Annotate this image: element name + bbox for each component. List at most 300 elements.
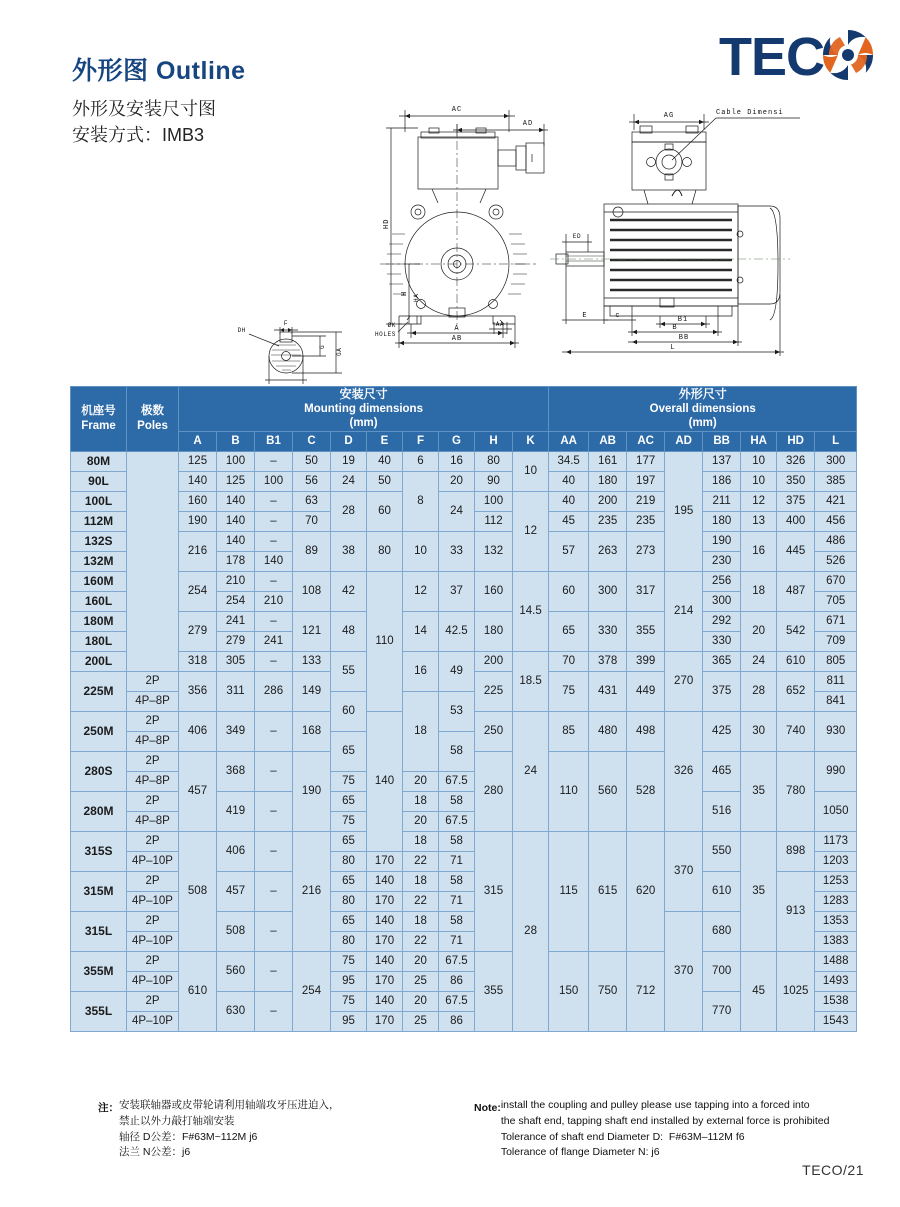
cell-e: 140: [367, 871, 403, 891]
col-group-overall-dimensions: 外形尺寸 Overall dimensions (mm): [549, 387, 857, 432]
footnote-chinese: [98, 1098, 478, 1161]
cell-f: 10: [403, 531, 439, 571]
col-header-e: E: [367, 431, 403, 451]
teco-logo-text: TEC: [719, 27, 824, 87]
cell-h: 225: [475, 671, 513, 711]
cell-f: 25: [403, 971, 439, 991]
cell-h: 200: [475, 651, 513, 671]
cell-h: 250: [475, 711, 513, 751]
cell-b1: 210: [255, 591, 293, 611]
cell-ad: 270: [665, 651, 703, 711]
col-header-ac: AC: [627, 431, 665, 451]
cell-f: 18: [403, 831, 439, 851]
cell-poles: 4P–8P: [127, 731, 179, 751]
cell-d: 80: [331, 931, 367, 951]
footnote-english-body: [501, 1098, 830, 1161]
cell-ha: 18: [741, 571, 777, 611]
cell-ha: 10: [741, 451, 777, 471]
col-header-bb: BB: [703, 431, 741, 451]
cell-ab: 480: [589, 711, 627, 751]
cell-d: 38: [331, 531, 367, 571]
cell-b1: 140: [255, 551, 293, 571]
cell-frame: 160L: [71, 591, 127, 611]
cell-l: 705: [815, 591, 857, 611]
cell-poles: 2P: [127, 711, 179, 731]
cell-f: 14: [403, 611, 439, 651]
cell-ad: 370: [665, 911, 703, 1031]
teco-logo: [719, 26, 878, 88]
cell-frame: 355M: [71, 951, 127, 991]
cell-a: 279: [179, 611, 217, 651]
cell-h: 90: [475, 471, 513, 491]
cell-poles: 2P: [127, 751, 179, 771]
table-row: [71, 951, 857, 971]
cell-f: 16: [403, 651, 439, 691]
svg-text:AC: AC: [451, 106, 463, 114]
cell-l: 1050: [815, 791, 857, 831]
cell-f: 18: [403, 871, 439, 891]
cell-hd: 375: [777, 491, 815, 511]
cell-b1: –: [255, 651, 293, 671]
cell-hd: 350: [777, 471, 815, 491]
cell-b: 100: [217, 451, 255, 471]
cell-bb: 516: [703, 791, 741, 831]
cell-l: 841: [815, 691, 857, 711]
table-row: [71, 451, 857, 471]
col-header-a: A: [179, 431, 217, 451]
cell-d: 60: [331, 691, 367, 731]
cell-b1: –: [255, 571, 293, 591]
cell-e: 140: [367, 711, 403, 851]
svg-text:AA: AA: [495, 321, 505, 328]
table-row: [71, 571, 857, 591]
cell-frame: 132M: [71, 551, 127, 571]
cell-b: 140: [217, 511, 255, 531]
footnote-line: Tolerance of flange Diameter N: j6: [500, 1146, 660, 1159]
cell-g: 58: [439, 831, 475, 851]
cell-b: 406: [217, 831, 255, 871]
cell-ha: 30: [741, 711, 777, 751]
col-header-poles: 极数 Poles: [127, 387, 179, 452]
cell-ha: 12: [741, 491, 777, 511]
cell-a: 610: [179, 951, 217, 1031]
cell-frame: 315M: [71, 871, 127, 911]
teco-swirl-o-icon: [818, 26, 878, 89]
cell-poles: 4P–8P: [127, 691, 179, 711]
cell-c: 89: [293, 531, 331, 571]
col-header-b: B: [217, 431, 255, 451]
cell-ac: 197: [627, 471, 665, 491]
front-view-drawing: [375, 106, 548, 348]
cell-g: 58: [439, 791, 475, 811]
cell-poles: [127, 451, 179, 671]
cell-b1: –: [255, 711, 293, 751]
col-header-b1: B1: [255, 431, 293, 451]
cell-poles: 2P: [127, 951, 179, 971]
cell-d: 65: [331, 871, 367, 891]
cell-g: 58: [439, 731, 475, 771]
footnote-chinese-label: 注：: [98, 1102, 119, 1114]
footnote-line: Tolerance of shaft end Diameter D: F#63M–112M f6: [500, 1130, 745, 1143]
cell-hd: 487: [777, 571, 815, 611]
cell-d: 65: [331, 831, 367, 851]
cell-ab: 750: [589, 951, 627, 1031]
cell-ad: 195: [665, 451, 703, 571]
cell-b1: –: [255, 911, 293, 951]
cell-c: 70: [293, 511, 331, 531]
cell-a: 190: [179, 511, 217, 531]
subtitle-mounting-type: 安装方式：IMB3: [72, 124, 205, 145]
cell-h: 280: [475, 751, 513, 831]
cell-l: 671: [815, 611, 857, 631]
cell-bb: 425: [703, 711, 741, 751]
svg-text:A: A: [454, 325, 460, 333]
cell-f: 20: [403, 771, 439, 791]
cell-poles: 4P–10P: [127, 891, 179, 911]
cell-ha: 10: [741, 471, 777, 491]
cell-ha: 28: [741, 671, 777, 711]
cell-l: 486: [815, 531, 857, 551]
cell-ha: 35: [741, 831, 777, 951]
cell-b: 560: [217, 951, 255, 991]
table-head-column-row: [71, 431, 857, 451]
cell-frame: 160M: [71, 571, 127, 591]
cell-b: 178: [217, 551, 255, 571]
svg-text:E: E: [582, 312, 588, 320]
cell-b1: –: [255, 871, 293, 911]
cell-b1: –: [255, 451, 293, 471]
cell-l: 421: [815, 491, 857, 511]
cell-c: 121: [293, 611, 331, 651]
cell-b: 210: [217, 571, 255, 591]
cell-g: 86: [439, 971, 475, 991]
cell-l: 1353: [815, 911, 857, 931]
svg-text:BB: BB: [678, 334, 690, 342]
svg-text:AD: AD: [522, 120, 534, 128]
svg-text:Cable Dimensi: Cable Dimensi: [716, 109, 784, 117]
cell-a: 160: [179, 491, 217, 511]
cell-e: 110: [367, 571, 403, 711]
table-body: [71, 451, 857, 1031]
subtitle-dimension-drawing: 外形及安装尺寸图: [72, 98, 216, 119]
cell-aa: 34.5: [549, 451, 589, 471]
cell-poles: 2P: [127, 671, 179, 691]
cell-h: 315: [475, 831, 513, 951]
cell-ac: 219: [627, 491, 665, 511]
cell-l: 990: [815, 751, 857, 791]
cell-f: 18: [403, 911, 439, 931]
cell-hd: 652: [777, 671, 815, 711]
cell-l: 1203: [815, 851, 857, 871]
cell-ac: 273: [627, 531, 665, 571]
cell-l: 385: [815, 471, 857, 491]
svg-text:ED: ED: [572, 233, 582, 240]
svg-text:GA: GA: [336, 347, 343, 356]
cell-l: 1383: [815, 931, 857, 951]
cell-f: 20: [403, 811, 439, 831]
cell-b1: –: [255, 751, 293, 791]
cell-ac: 355: [627, 611, 665, 651]
cell-ab: 300: [589, 571, 627, 611]
dimensions-table: [70, 386, 857, 1032]
cell-a: 508: [179, 831, 217, 951]
cell-aa: 40: [549, 471, 589, 491]
svg-text:H: H: [401, 290, 409, 296]
cell-e: 50: [367, 471, 403, 491]
cell-f: 20: [403, 991, 439, 1011]
cell-h: 112: [475, 511, 513, 531]
cell-a: 254: [179, 571, 217, 611]
cell-hd: 610: [777, 651, 815, 671]
cell-ha: 45: [741, 951, 777, 1031]
cell-bb: 211: [703, 491, 741, 511]
cell-aa: 70: [549, 651, 589, 671]
cell-l: 805: [815, 651, 857, 671]
cell-frame: 250M: [71, 711, 127, 751]
cell-g: 71: [439, 931, 475, 951]
cell-e: 40: [367, 451, 403, 471]
cell-bb: 550: [703, 831, 741, 871]
cell-frame: 180L: [71, 631, 127, 651]
cell-g: 16: [439, 451, 475, 471]
cell-bb: 680: [703, 911, 741, 951]
svg-text:G: G: [319, 344, 326, 349]
cell-poles: 4P–10P: [127, 851, 179, 871]
table-row: [71, 471, 857, 491]
cell-frame: 200L: [71, 651, 127, 671]
cell-b: 125: [217, 471, 255, 491]
cell-d: 65: [331, 731, 367, 771]
cell-ab: 330: [589, 611, 627, 651]
cell-a: 216: [179, 531, 217, 571]
svg-text:DH: DH: [237, 327, 246, 334]
svg-text:HA: HA: [413, 293, 420, 302]
cell-g: 37: [439, 571, 475, 611]
cell-frame: 100L: [71, 491, 127, 511]
cell-bb: 300: [703, 591, 741, 611]
cell-d: 95: [331, 971, 367, 991]
cell-ab: 378: [589, 651, 627, 671]
cell-d: 95: [331, 1011, 367, 1031]
cell-l: 1493: [815, 971, 857, 991]
cell-hd: 1025: [777, 951, 815, 1031]
cell-e: 140: [367, 911, 403, 931]
cell-aa: 115: [549, 831, 589, 951]
cell-ac: 449: [627, 671, 665, 711]
cell-bb: 375: [703, 671, 741, 711]
cell-h: 160: [475, 571, 513, 611]
cell-a: 356: [179, 671, 217, 711]
cell-b1: 286: [255, 671, 293, 711]
cell-bb: 180: [703, 511, 741, 531]
cell-l: 300: [815, 451, 857, 471]
col-header-ad: AD: [665, 431, 703, 451]
cell-b1: –: [255, 951, 293, 991]
cell-c: 216: [293, 831, 331, 951]
cell-hd: 542: [777, 611, 815, 651]
cell-ac: 399: [627, 651, 665, 671]
cell-bb: 465: [703, 751, 741, 791]
side-view-drawing: [550, 109, 800, 356]
cell-ha: 24: [741, 651, 777, 671]
cell-ab: 180: [589, 471, 627, 491]
cell-frame: 112M: [71, 511, 127, 531]
col-header-d: D: [331, 431, 367, 451]
cell-a: 318: [179, 651, 217, 671]
cell-poles: 2P: [127, 791, 179, 811]
cell-frame: 80M: [71, 451, 127, 471]
cell-l: 709: [815, 631, 857, 651]
cell-g: 42.5: [439, 611, 475, 651]
cell-bb: 700: [703, 951, 741, 991]
cell-b1: –: [255, 791, 293, 831]
col-header-frame: 机座号 Frame: [71, 387, 127, 452]
cell-hd: 898: [777, 831, 815, 871]
cell-h: 100: [475, 491, 513, 511]
cell-l: 526: [815, 551, 857, 571]
cell-ac: 317: [627, 571, 665, 611]
cell-bb: 292: [703, 611, 741, 631]
cell-g: 67.5: [439, 771, 475, 791]
cell-l: 930: [815, 711, 857, 751]
cell-f: 18: [403, 791, 439, 811]
cell-e: 170: [367, 1011, 403, 1031]
cell-ad: 214: [665, 571, 703, 651]
cell-ac: 235: [627, 511, 665, 531]
cell-f: 22: [403, 891, 439, 911]
cell-b: 349: [217, 711, 255, 751]
cell-g: 67.5: [439, 951, 475, 971]
col-group-mounting-dimensions: 安装尺寸 Mounting dimensions (mm): [179, 387, 549, 432]
cell-ab: 560: [589, 751, 627, 831]
cell-c: 133: [293, 651, 331, 671]
cell-ab: 431: [589, 671, 627, 711]
cell-aa: 110: [549, 751, 589, 831]
cell-l: 1253: [815, 871, 857, 891]
cell-d: 65: [331, 911, 367, 931]
dimensions-table-container: [70, 386, 849, 1032]
cell-e: 140: [367, 991, 403, 1011]
keyway-detail-drawing: [238, 320, 343, 396]
cell-bb: 256: [703, 571, 741, 591]
footnote-line: 禁止以外力敲打轴端安装: [119, 1114, 235, 1127]
cell-hd: 740: [777, 711, 815, 751]
footnote-line: 安装联轴器或皮带轮请利用轴端攻牙压进迫入，: [119, 1099, 340, 1111]
cell-h: 80: [475, 451, 513, 471]
cell-d: 19: [331, 451, 367, 471]
cell-b: 419: [217, 791, 255, 831]
cell-b: 140: [217, 531, 255, 551]
cell-e: 80: [367, 531, 403, 571]
cell-ac: 712: [627, 951, 665, 1031]
cell-poles: 4P–10P: [127, 931, 179, 951]
cell-f: 6: [403, 451, 439, 471]
cell-e: 170: [367, 891, 403, 911]
cell-frame: 90L: [71, 471, 127, 491]
cell-l: 1538: [815, 991, 857, 1011]
page-title-cn: 外形图: [72, 57, 149, 85]
cell-aa: 150: [549, 951, 589, 1031]
footnote-english: [474, 1098, 894, 1161]
cell-aa: 45: [549, 511, 589, 531]
cell-ab: 235: [589, 511, 627, 531]
cell-hd: 326: [777, 451, 815, 471]
page-number: TECO/21: [802, 1162, 864, 1178]
cell-bb: 230: [703, 551, 741, 571]
cell-e: 170: [367, 851, 403, 871]
table-row: [71, 831, 857, 851]
cell-hd: 445: [777, 531, 815, 571]
cell-b: 630: [217, 991, 255, 1031]
cell-b: 368: [217, 751, 255, 791]
col-header-h: H: [475, 431, 513, 451]
cell-g: 58: [439, 911, 475, 931]
cell-ab: 161: [589, 451, 627, 471]
col-header-l: L: [815, 431, 857, 451]
cell-k: 10: [513, 451, 549, 491]
cell-ac: 498: [627, 711, 665, 751]
cell-frame: 315L: [71, 911, 127, 951]
cell-ha: 16: [741, 531, 777, 571]
cell-b: 279: [217, 631, 255, 651]
cell-aa: 85: [549, 711, 589, 751]
cell-aa: 75: [549, 671, 589, 711]
cell-f: 8: [403, 471, 439, 531]
cell-bb: 190: [703, 531, 741, 551]
footnote-line: 轴径 D公差：F#63M~112M j6: [119, 1130, 258, 1143]
table-row: [71, 651, 857, 671]
cell-d: 80: [331, 891, 367, 911]
cell-aa: 57: [549, 531, 589, 571]
cell-a: 457: [179, 751, 217, 831]
cell-d: 24: [331, 471, 367, 491]
svg-text:B: B: [672, 324, 678, 332]
col-header-aa: AA: [549, 431, 589, 451]
cell-c: 149: [293, 671, 331, 711]
cell-b: 305: [217, 651, 255, 671]
cell-d: 28: [331, 491, 367, 531]
cell-d: 75: [331, 951, 367, 971]
col-header-hd: HD: [777, 431, 815, 451]
cell-c: 56: [293, 471, 331, 491]
cell-e: 60: [367, 491, 403, 531]
svg-text:HOLES: HOLES: [374, 331, 396, 338]
cell-a: 125: [179, 451, 217, 471]
cell-g: 20: [439, 471, 475, 491]
svg-text:L: L: [670, 344, 676, 352]
cell-d: 42: [331, 571, 367, 611]
cell-ha: 13: [741, 511, 777, 531]
cell-ac: 528: [627, 751, 665, 831]
cell-ha: 35: [741, 751, 777, 831]
cell-b: 311: [217, 671, 255, 711]
col-header-ab: AB: [589, 431, 627, 451]
cell-d: 80: [331, 851, 367, 871]
footnote-line: the shaft end, tapping shaft end installed by external force is prohibited: [500, 1114, 830, 1127]
cell-c: 63: [293, 491, 331, 511]
cell-c: 108: [293, 571, 331, 611]
cell-b: 457: [217, 871, 255, 911]
cell-b: 241: [217, 611, 255, 631]
cell-g: 53: [439, 691, 475, 731]
col-header-ha: HA: [741, 431, 777, 451]
cell-l: 456: [815, 511, 857, 531]
cell-frame: 280S: [71, 751, 127, 791]
cell-aa: 60: [549, 571, 589, 611]
cell-g: 58: [439, 871, 475, 891]
svg-text:B1: B1: [677, 316, 689, 324]
col-header-c: C: [293, 431, 331, 451]
